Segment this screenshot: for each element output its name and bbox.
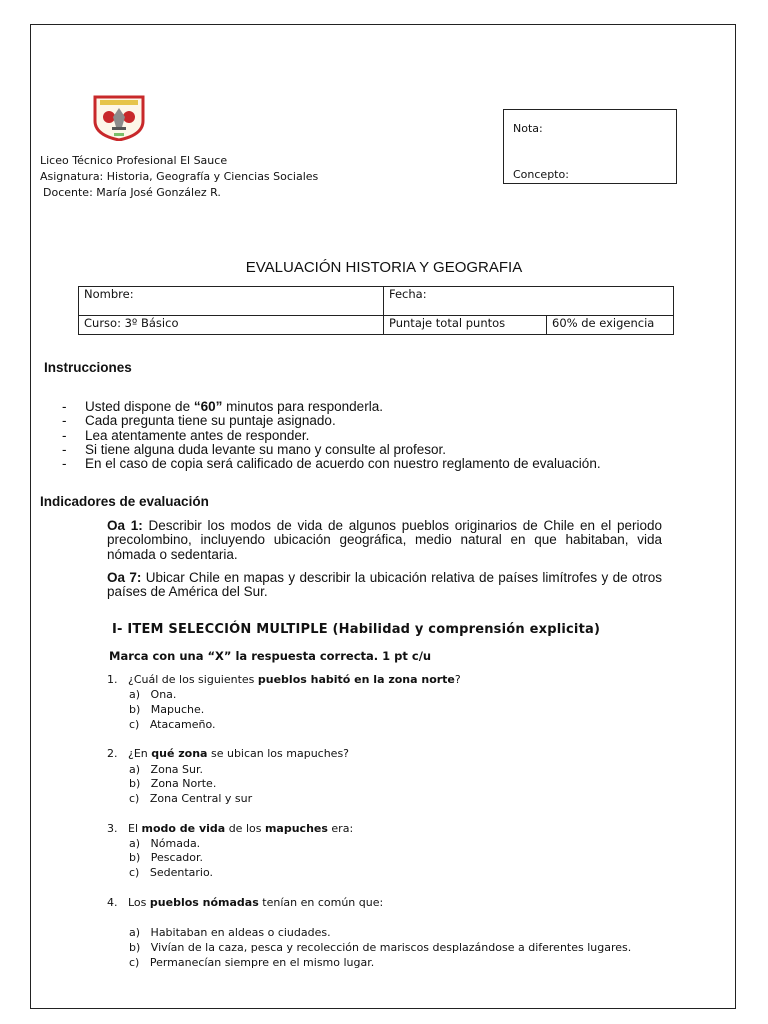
question-keyword: qué zona: [151, 747, 208, 760]
option-letter: b): [129, 703, 141, 716]
question-text: ¿En: [128, 747, 152, 760]
oa7-label: Oa 7:: [107, 570, 142, 585]
concepto-label: Concepto:: [513, 168, 569, 181]
question-text: Los: [128, 896, 150, 909]
nota-label: Nota:: [513, 122, 543, 135]
grade-box: [503, 109, 677, 184]
oa1-text: Describir los modos de vida de algunos pueblos originarios de Chile en el periodo precolombino, incluyendo ubicación geográfica, medio natural en que habitaban, vida nómada o sedentaria.: [107, 518, 662, 562]
puntaje-cell: [384, 316, 547, 335]
option-letter: c): [129, 718, 140, 731]
option-2a[interactable]: [129, 763, 203, 776]
list-item: [60, 400, 640, 414]
option-4b[interactable]: [129, 941, 631, 954]
question-1: [107, 673, 461, 686]
question-number: 3.: [107, 822, 118, 835]
option-3c[interactable]: [129, 866, 213, 879]
curso-cell: [79, 316, 384, 335]
exigencia-cell: [547, 316, 674, 335]
option-3a[interactable]: [129, 837, 200, 850]
oa1-indicator: [107, 519, 662, 562]
question-text: se ubican los mapuches?: [207, 747, 350, 760]
question-text: tenían en común que:: [258, 896, 384, 909]
option-letter: a): [129, 926, 141, 939]
option-letter: b): [129, 941, 141, 954]
question-keyword: pueblos habitó en la zona norte: [257, 673, 455, 686]
question-keyword: modo de vida: [141, 822, 226, 835]
question-text: ?: [454, 673, 461, 686]
option-letter: a): [129, 688, 141, 701]
instruction-text: Usted dispone de: [85, 399, 194, 414]
question-3: [107, 822, 353, 835]
page-title: EVALUACIÓN HISTORIA Y GEOGRAFIA: [245, 259, 523, 276]
school-crest-logo: [92, 95, 146, 141]
question-4: [107, 896, 383, 909]
option-text: Sedentario.: [149, 866, 213, 879]
question-keyword: pueblos nómadas: [149, 896, 259, 909]
school-name: Liceo Técnico Profesional El Sauce: [40, 154, 228, 167]
question-text: de los: [225, 822, 265, 835]
question-2: [107, 747, 349, 760]
option-letter: a): [129, 763, 141, 776]
option-letter: b): [129, 851, 141, 864]
option-1c[interactable]: [129, 718, 216, 731]
instructions-heading: Instrucciones: [44, 360, 132, 375]
list-item: [60, 429, 640, 443]
option-2b[interactable]: [129, 777, 216, 790]
option-text: Mapuche.: [150, 703, 205, 716]
option-text: Atacameño.: [149, 718, 216, 731]
option-letter: a): [129, 837, 141, 850]
option-text: Ona.: [150, 688, 177, 701]
option-letter: b): [129, 777, 141, 790]
section1-instruction: Marca con una “X” la respuesta correcta. 1 pt c/u: [109, 649, 432, 663]
option-text: Habitaban en aldeas o ciudades.: [150, 926, 331, 939]
option-text: Zona Norte.: [150, 777, 217, 790]
instructions-list: [60, 400, 640, 471]
instruction-text: Cada pregunta tiene su puntaje asignado.: [85, 413, 336, 429]
instruction-time: “60”: [193, 399, 223, 414]
option-letter: c): [129, 866, 140, 879]
indicators-heading: Indicadores de evaluación: [40, 494, 209, 509]
option-1b[interactable]: [129, 703, 204, 716]
question-number: 4.: [107, 896, 118, 909]
student-info-table: [78, 286, 674, 335]
option-3b[interactable]: [129, 851, 203, 864]
option-letter: c): [129, 792, 140, 805]
option-letter: c): [129, 956, 140, 969]
option-text: Nómada.: [150, 837, 201, 850]
question-number: 1.: [107, 673, 118, 686]
nombre-cell[interactable]: [79, 287, 384, 316]
instruction-text: Lea atentamente antes de responder.: [85, 427, 310, 443]
question-text: ¿Cuál de los siguientes: [128, 673, 258, 686]
list-item: [60, 457, 640, 471]
list-item: [60, 414, 640, 428]
option-text: Zona Sur.: [150, 763, 203, 776]
option-4c[interactable]: [129, 956, 374, 969]
puntaje-label: Puntaje total puntos: [389, 316, 506, 330]
curso-label: Curso: 3º Básico: [84, 316, 179, 330]
section1-heading: I- ITEM SELECCIÓN MULTIPLE (Habilidad y comprensión explicita): [112, 622, 601, 637]
oa1-label: Oa 1:: [107, 518, 143, 533]
nombre-label: Nombre:: [84, 287, 134, 301]
question-text: El: [128, 822, 142, 835]
question-number: 2.: [107, 747, 118, 760]
option-4a[interactable]: [129, 926, 331, 939]
list-item: [60, 443, 640, 457]
fecha-cell[interactable]: [384, 287, 674, 316]
question-text: era:: [327, 822, 354, 835]
question-keyword: mapuches: [264, 822, 328, 835]
option-2c[interactable]: [129, 792, 252, 805]
oa7-indicator: [107, 571, 662, 600]
exigencia-label: 60% de exigencia: [552, 316, 655, 330]
option-text: Zona Central y sur: [149, 792, 253, 805]
instruction-text: En el caso de copia será calificado de acuerdo con nuestro reglamento de evaluación.: [85, 456, 601, 472]
option-text: Vivían de la caza, pesca y recolección de mariscos desplazándose a diferentes lugares.: [150, 941, 632, 954]
option-1a[interactable]: [129, 688, 176, 701]
oa7-text: Ubicar Chile en mapas y describir la ubicación relativa de países limítrofes y de otros países de América del Sur.: [107, 570, 662, 600]
option-text: Permanecían siempre en el mismo lugar.: [149, 956, 375, 969]
teacher-line: Docente: María José González R.: [43, 186, 221, 199]
instruction-text: minutos para responderla.: [222, 399, 383, 414]
option-text: Pescador.: [150, 851, 204, 864]
instruction-text: Si tiene alguna duda levante su mano y consulte al profesor.: [85, 441, 446, 457]
fecha-label: Fecha:: [389, 287, 427, 301]
subject-line: Asignatura: Historia, Geografía y Ciencias Sociales: [40, 170, 319, 183]
